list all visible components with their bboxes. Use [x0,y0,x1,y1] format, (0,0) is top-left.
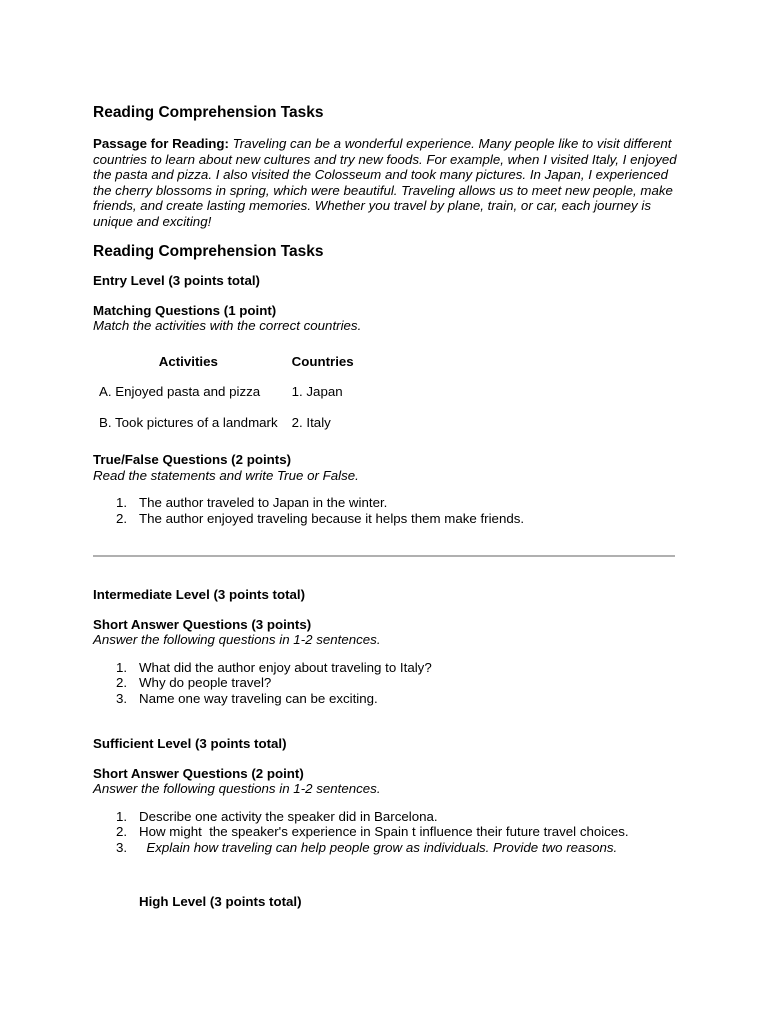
sufficient-instruction: Answer the following questions in 1-2 sentences. [93,781,381,796]
item-number: 2. [116,510,128,526]
item-text: What did the author enjoy about traveling to Italy? [139,659,432,675]
document-page [93,104,683,924]
table-row [93,407,360,438]
document-title: Reading Comprehension Tasks [93,104,324,121]
item-number: 2. [116,675,128,690]
activity-cell: B. Took pictures of a landmark [99,414,278,430]
truefalse-list [93,495,683,526]
item-number: 3. [116,690,128,706]
item-number: 1. [116,808,128,824]
item-text: How might the speaker's experience in Spain t influence their future travel choices. [139,824,629,839]
truefalse-instruction: Read the statements and write True or False. [93,467,359,483]
passage-text: Traveling can be a wonderful experience. Many people like to visit different countries to learn about new cultures and try new foods. For example, when I visited Italy, I enjoyed the pasta and pizza. I also visited the Colosseum and took many pictures. In Japan, I experienced the cherry blossoms in spring, which were beautiful. Traveling allows us to meet new people, make friends, and create lasting memories. Whether you travel by plane, train, or car, each journey is unique and exciting! [93,136,677,229]
matching-header-row [93,346,360,377]
item-text: Explain how traveling can help people grow as individuals. Provide two reasons. [139,839,618,855]
item-text: Name one way traveling can be exciting. [139,690,378,706]
list-item [93,660,683,676]
country-cell: 2. Italy [291,414,331,430]
section-title: Reading Comprehension Tasks [93,243,324,260]
intermediate-instruction: Answer the following questions in 1-2 sentences. [93,632,381,647]
item-text: The author traveled to Japan in the winter. [139,495,388,510]
list-item [93,691,683,707]
spacer [93,718,683,736]
sufficient-level-title: Sufficient Level (3 points total) [93,736,287,751]
list-item [93,675,683,691]
truefalse-questions-title: True/False Questions (2 points) [93,452,292,467]
list-item [93,840,683,856]
entry-level-title: Entry Level (3 points total) [93,273,260,288]
item-number: 1. [116,659,128,675]
sufficient-short-answer-title: Short Answer Questions (2 point) [93,765,304,781]
high-level-title: High Level (3 points total) [139,894,302,909]
section-divider [93,555,675,557]
intermediate-level-title: Intermediate Level (3 points total) [93,587,306,602]
countries-header: Countries [291,353,354,369]
reading-passage [93,136,683,229]
intermediate-short-answer-title: Short Answer Questions (3 points) [93,616,312,632]
list-item [93,809,683,825]
list-item [93,824,683,840]
intermediate-question-list [93,660,683,707]
activities-header: Activities [158,353,218,369]
item-text: The author enjoyed traveling because it helps them make friends. [139,510,525,526]
matching-instruction: Match the activities with the correct countries. [93,318,362,333]
item-text: Why do people travel? [139,675,272,690]
item-number: 3. [116,839,128,855]
sufficient-question-list [93,809,683,856]
list-item [93,511,683,527]
country-cell: 1. Japan [291,384,343,399]
table-row [93,376,360,407]
list-item [93,495,683,511]
item-number: 2. [116,824,128,839]
matching-questions-title: Matching Questions (1 point) [93,302,277,318]
activity-cell: A. Enjoyed pasta and pizza [99,384,261,399]
item-text: Describe one activity the speaker did in Barcelona. [139,808,438,824]
item-number: 1. [116,495,128,510]
spacer [93,867,683,894]
matching-table [93,346,360,438]
passage-label: Passage for Reading: [93,136,229,151]
